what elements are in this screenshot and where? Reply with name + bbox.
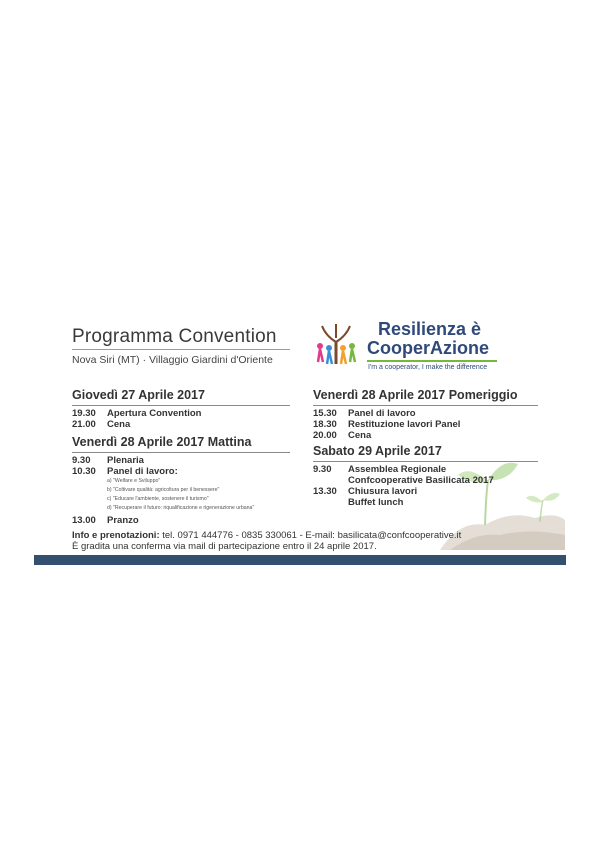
title-divider xyxy=(72,349,290,350)
brand-title-line1: Resilienza è xyxy=(378,319,482,339)
schedule-row: Confcooperative Basilicata 2017 xyxy=(348,475,494,486)
schedule-row: 20.00 Cena xyxy=(313,430,372,441)
section-divider xyxy=(313,405,538,406)
schedule-row: 9.30 Assemblea Regionale xyxy=(313,464,447,475)
contact-info: Info e prenotazioni: tel. 0971 444776 - 0835 330061 - E-mail: basilicata@confcooperative.it xyxy=(72,530,462,541)
day-heading-giovedi: Giovedì 27 Aprile 2017 xyxy=(72,388,205,402)
section-divider xyxy=(72,452,290,453)
schedule-row: 15.30 Panel di lavoro xyxy=(313,408,416,419)
footer-bar xyxy=(34,555,566,565)
panel-topic: a) "Welfare e Sviluppo" xyxy=(107,478,161,484)
brand-tagline: I'm a cooperator, I make the difference xyxy=(368,364,488,371)
schedule-row: 13.30 Chiusura lavori xyxy=(313,486,418,497)
page-title: Programma Convention xyxy=(72,326,277,347)
panel-topic: b) "Coltivare qualità: agricoltura per il benessere" xyxy=(107,487,220,493)
schedule-row: 21.00 Cena xyxy=(72,419,131,430)
section-divider xyxy=(313,461,538,462)
event-location: Nova Siri (MT) · Villaggio Giardini d'Oriente xyxy=(72,354,273,366)
schedule-row: 10.30 Panel di lavoro: xyxy=(72,466,178,477)
section-divider xyxy=(72,405,290,406)
rsvp-note: È gradita una conferma via mail di partecipazione entro il 24 aprile 2017. xyxy=(72,541,377,552)
panel-topic: d) "Recuperare il futuro: riqualificazione e rigenerazione urbana" xyxy=(107,505,255,511)
schedule-row: 18.30 Restituzione lavori Panel xyxy=(313,419,461,430)
schedule-row: Buffet lunch xyxy=(348,497,404,508)
panel-topic: c) "Educare l'ambiente, sostenere il turismo" xyxy=(107,496,209,502)
schedule-row: 9.30 Plenaria xyxy=(72,455,144,466)
schedule-row: 19.30 Apertura Convention xyxy=(72,408,202,419)
day-heading-venerdi-pomeriggio: Venerdì 28 Aprile 2017 Pomeriggio xyxy=(313,388,518,402)
tree-people-logo-icon xyxy=(312,320,360,366)
brand-title-line2: CooperAzione xyxy=(367,338,490,358)
day-heading-venerdi-mattina: Venerdì 28 Aprile 2017 Mattina xyxy=(72,435,252,449)
day-heading-sabato: Sabato 29 Aprile 2017 xyxy=(313,444,442,458)
brand-underline xyxy=(367,360,497,362)
schedule-row: 13.00 Pranzo xyxy=(72,515,139,526)
